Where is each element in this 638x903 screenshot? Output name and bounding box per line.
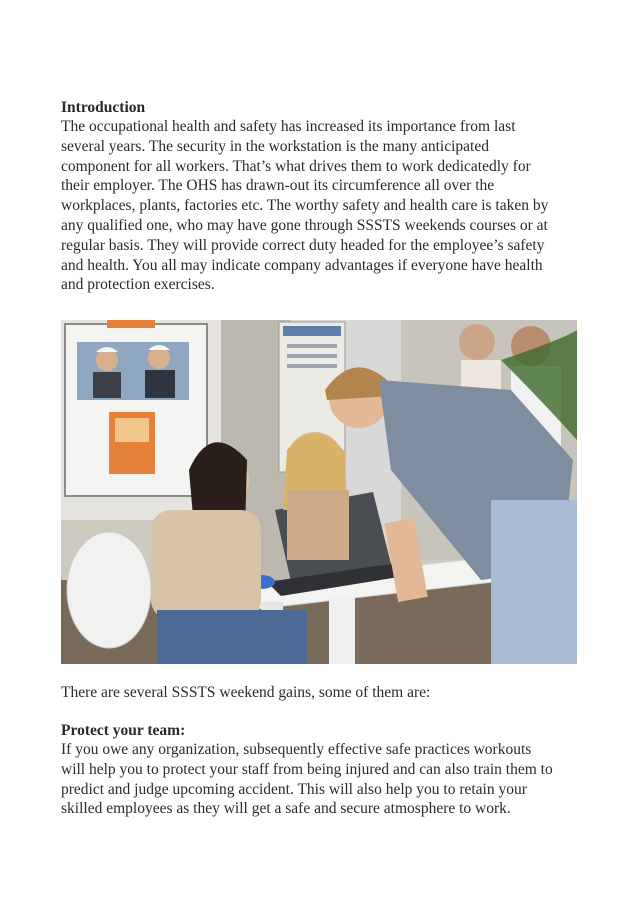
protect-team-section (61, 721, 581, 819)
gains-text: There are several SSSTS weekend gains, some of them are: (61, 684, 431, 701)
protect-line: predict and judge upcoming accident. This will also help you to retain your (61, 780, 527, 798)
intro-line: workplaces, plants, factories etc. The worthy safety and health care is taken by (61, 197, 549, 215)
intro-line: several years. The security in the workstation is the many anticipated (61, 137, 489, 155)
intro-line: and health. You all may indicate company advantages if everyone have health (61, 256, 543, 274)
intro-line: and protection exercises. (61, 276, 215, 294)
introduction-section (61, 98, 581, 295)
protect-line: If you owe any organization, subsequently effective safe practices workouts (61, 741, 532, 758)
intro-line: their employer. The OHS has drawn-out its circumference all over the (61, 177, 495, 195)
office-team-photo (61, 320, 577, 664)
protect-line: skilled employees as they will get a safe and secure atmosphere to work. (61, 800, 511, 818)
intro-line: any qualified one, who may have gone through SSSTS weekends courses or at (61, 216, 548, 234)
protect-line: will help you to protect your staff from being injured and can also train them to (61, 760, 553, 778)
intro-line: component for all workers. That’s what drives them to work dedicatedly for (61, 157, 531, 175)
intro-line: The occupational health and safety has increased its importance from last (61, 118, 516, 135)
protect-team-heading: Protect your team: (61, 722, 186, 739)
intro-line: regular basis. They will provide correct duty headed for the employee’s safety (61, 236, 545, 254)
introduction-heading: Introduction (61, 99, 146, 116)
gains-intro (61, 683, 581, 703)
